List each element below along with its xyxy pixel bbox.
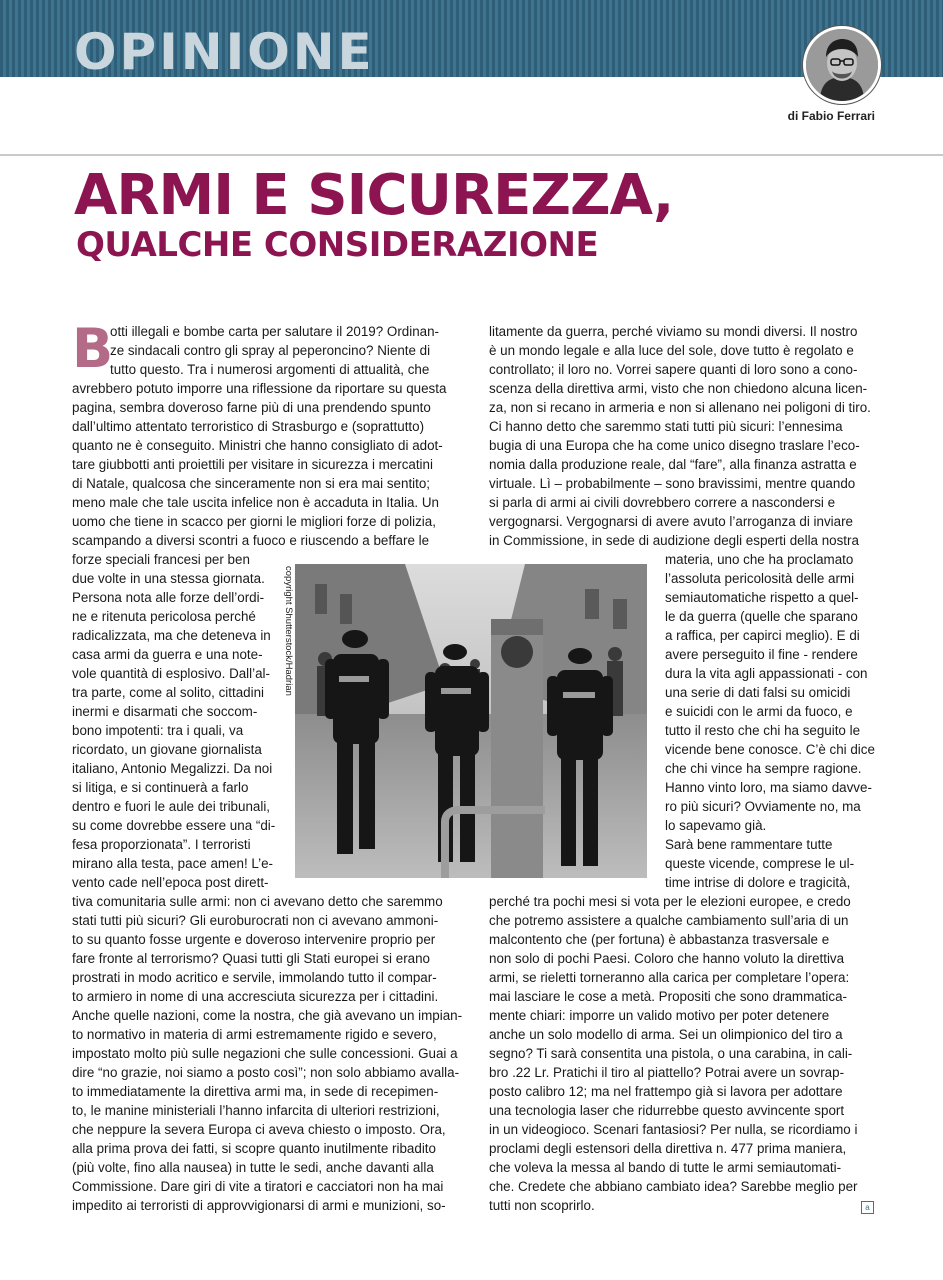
article-line: due volte in una stessa giornata. (72, 571, 265, 586)
article-line: tare giubbotti anti proiettili per visitare in sicurezza i mercatini (72, 457, 433, 472)
article-line: una serie di dati falsi su omicidi (665, 685, 851, 700)
article-photo (295, 564, 647, 878)
article-line: nomia dalla produzione reale, dal “fare”, alla finanza astratta e (489, 457, 857, 472)
article-line: mente chiari: imporre un valido motivo per poter detenere (489, 1008, 830, 1023)
article-line: to armiero in nome di una accresciuta sicurezza per i cittadini. (72, 989, 439, 1004)
author-byline: di Fabio Ferrari (787, 109, 875, 123)
article-line: tutti non scoprirlo. (489, 1198, 595, 1213)
author-portrait-icon (806, 29, 878, 101)
article-line: uomo che tiene in scacco per giorni le migliori forze di polizia, (72, 514, 436, 529)
column-1-top (72, 317, 447, 550)
article-line: segno? Ti sarà consentita una pistola, o una carabina, in cali- (489, 1046, 853, 1061)
article-line: meno male che tale uscita infelice non è accaduta in Italia. Un (72, 495, 439, 510)
article-line: virtuale. Lì – probabilmente – sono bravissimi, mentre quando (489, 476, 856, 491)
article-line: tiva comunitaria sulle armi: non ci avevano detto che saremmo (72, 894, 443, 909)
article-line: casa armi da guerra e una note- (72, 647, 263, 662)
article-line: Sarà bene rammentare tutte (665, 837, 833, 852)
article-line: bono impotenti: tra i quali, va (72, 723, 244, 738)
column-2-bottom (489, 892, 858, 1215)
article-line: Persona nota alle forze dell’ordi- (72, 590, 265, 605)
article-line: otti illegali e bombe carta per salutare il 2019? Ordinan- (110, 324, 439, 339)
article-line: italiano, Antonio Megalizzi. Da noi (72, 761, 273, 776)
article-line: proclami degli estensori della direttiva n. 477 prima maniera, (489, 1141, 847, 1156)
article-line: impedito ai terroristi di approvvigionarsi di armi e munizioni, so- (72, 1198, 446, 1213)
section-title: OPINIONE (74, 23, 375, 81)
article-line: a raffica, per capirci meglio). E di (665, 628, 860, 643)
article-line: vergognarsi. Vergognarsi di avere avuto l’arroganza di inviare (489, 514, 853, 529)
author-avatar (803, 26, 881, 104)
column-1-narrow (72, 550, 275, 892)
article-line: che chi vince ha sempre ragione. (665, 761, 862, 776)
article-line: in un videogioco. Scenari fantasiosi? Per nulla, se ricordiamo i (489, 1122, 858, 1137)
article-line: una tecnologia laser che ridurrebbe questo avvincente sport (489, 1103, 845, 1118)
article-line: radicalizzata, ma che deteneva in (72, 628, 271, 643)
article-line: in Commissione, in sede di audizione degli esperti della nostra (489, 533, 859, 548)
column-2-top (489, 322, 871, 550)
article-line: mirano alla testa, pace amen! L’e- (72, 856, 273, 871)
article-line: vicende bene conosce. C’è chi dice (665, 742, 875, 757)
article-line: controllato; il loro no. Vorrei sapere quanti di loro sono a cono- (489, 362, 858, 377)
article-line: Anche quelle nazioni, come la nostra, che già avevano un impian- (72, 1008, 463, 1023)
article-line: pagina, sembra doveroso farne più di una prendendo spunto (72, 400, 431, 415)
article-line: to su quanto fosse urgente e doveroso intervenire proprio per (72, 932, 436, 947)
article-line: su come dovrebbe essere una “di- (72, 818, 276, 833)
article-line: mai lasciare le cose a metà. Propositi che sono drammatica- (489, 989, 847, 1004)
article-line: avere perseguito il fine - rendere (665, 647, 858, 662)
article-line: vole quantità di esplosivo. Dall’al- (72, 666, 270, 681)
article-line: bugia di una Europa che ha come unico disegno traslare l’eco- (489, 438, 860, 453)
headline: ARMI E SICUREZZA, (74, 163, 674, 228)
article-line: to immediatamente la direttiva armi ma, in sede di recepimen- (72, 1084, 439, 1099)
article-line: dall’ultimo attentato terroristico di Strasburgo e (soprattutto) (72, 419, 425, 434)
article-line: armi, se rieletti torneranno alla carica per completare l’opera: (489, 970, 850, 985)
article-line: e suicidi con le armi da fuoco, e (665, 704, 853, 719)
article-line: tutto il resto che chi ha seguito le (665, 723, 861, 738)
article-line: che voleva la messa al bando di tutte le armi semiautomati- (489, 1160, 842, 1175)
article-line: stati tutti più sicuri? Gli euroburocrati non ci avevano ammoni- (72, 913, 439, 928)
article-line: za, non si recano in armeria e non si allenano nei poligoni di tiro. (489, 400, 871, 415)
article-line: impostato molto più sulle negazioni che sulle concessioni. Guai a (72, 1046, 458, 1061)
article-line: vento cade nell’epoca post dirett- (72, 875, 269, 890)
article-line: Commissione. Dare giri di vite a tiratori e cacciatori non ha mai (72, 1179, 444, 1194)
article-line: le da guerra (quelle che sparano (665, 609, 858, 624)
article-line: forze speciali francesi per ben (72, 552, 250, 567)
article-line: avrebbero potuto imporre una riflessione da riportare su questa (72, 381, 447, 396)
article-line: litamente da guerra, perché viviamo su mondi diversi. Il nostro (489, 324, 858, 339)
article-line: che. Credete che abbiano cambiato idea? Sarebbe meglio per (489, 1179, 858, 1194)
article-line: anche un solo modello di arma. Sei un olimpionico del tiro a (489, 1027, 843, 1042)
photo-credit: copyright Shutterstock/Hadrian (283, 566, 294, 696)
article-line: che neppure la severa Europa ci aveva chiesto o imposto. Ora, (72, 1122, 446, 1137)
end-of-article-icon: a (861, 1201, 874, 1214)
article-line: materia, uno che ha proclamato (665, 552, 854, 567)
article-line: tutto questo. Tra i numerosi argomenti di attualità, che (110, 362, 430, 377)
drop-cap: B (72, 317, 114, 380)
article-line: to, le manine ministeriali l’hanno infarcita di ulteriori restrizioni, (72, 1103, 440, 1118)
article-line: lo sapevamo già. (665, 818, 767, 833)
article-line: bro .22 Lr. Pratichi il tiro al piattello? Potrai avere un sovrap- (489, 1065, 845, 1080)
article-line: quanto ne è conseguito. Ministri che hanno consigliato di adot- (72, 438, 443, 453)
article-line: Ci hanno detto che saremmo stati tutti più sicuri: l’ennesima (489, 419, 843, 434)
subheadline: QUALCHE CONSIDERAZIONE (76, 225, 599, 265)
column-2-narrow (665, 550, 875, 892)
article-line: ricordato, un giovane giornalista (72, 742, 262, 757)
column-1-bottom (72, 892, 462, 1215)
article-line: tra parte, come al solito, cittadini (72, 685, 265, 700)
header-divider (0, 154, 943, 156)
article-line: fare fronte al terrorismo? Quasi tutti gli Stati europei si erano (72, 951, 430, 966)
article-line: queste vicende, comprese le ul- (665, 856, 855, 871)
article-line: perché tra pochi mesi si vota per le elezioni europee, e credo (489, 894, 851, 909)
article-line: (più volte, fino alla nausea) in tutte le sedi, anche davanti alla (72, 1160, 434, 1175)
article-line: ze sindacali contro gli spray al peperoncino? Niente di (110, 343, 431, 358)
article-line: scenza della direttiva armi, visto che non chiedono alcuna licen- (489, 381, 868, 396)
article-line: inermi e disarmati che soccom- (72, 704, 258, 719)
article-line: l’assoluta pericolosità delle armi (665, 571, 855, 586)
article-line: si litiga, e si continuerà a farlo (72, 780, 249, 795)
article-line: non solo di pochi Paesi. Coloro che hanno voluto la direttiva (489, 951, 845, 966)
article-line: dura la vita agli appassionati - con (665, 666, 868, 681)
article-line: Hanno vinto loro, ma siamo davve- (665, 780, 872, 795)
article-line: di Natale, qualcosa che sinceramente non si era mai sentito; (72, 476, 431, 491)
article-line: posto calibro 12; ma nel frattempo già si lavora per adottare (489, 1084, 843, 1099)
article-line: semiautomatiche rispetto a quel- (665, 590, 859, 605)
article-line: dire “no grazie, noi siamo a posto così”; non solo abbiamo avalla- (72, 1065, 460, 1080)
article-line: scampando a diversi scontri a fuoco e riuscendo a beffare le (72, 533, 430, 548)
article-line: to normativo in materia di armi estremamente rigido e severo, (72, 1027, 437, 1042)
article-line: ro più sicuri? Ovviamente no, ma (665, 799, 861, 814)
article-line: malcontento che (per fortuna) è abbastanza trasversale e (489, 932, 830, 947)
article-line: time intrise di dolore e tragicità, (665, 875, 851, 890)
article-line: fesa proporzionata”. I terroristi (72, 837, 251, 852)
article-line: è un mondo legale e alla luce del sole, dove tutto è regolato e (489, 343, 854, 358)
article-line: che potremo assistere a qualche cambiamento sull’aria di un (489, 913, 849, 928)
article-line: alla prima prova dei fatti, si scopre quanto inutilmente ribadito (72, 1141, 436, 1156)
article-line: si parla di armi ai civili dovrebbero correre a nascondersi e (489, 495, 836, 510)
article-line: ne e ritenuta pericolosa perché (72, 609, 256, 624)
article-line: dentro e fuori le aule dei tribunali, (72, 799, 271, 814)
article-line: prostrati in modo acritico e servile, immolando tutto il compar- (72, 970, 437, 985)
